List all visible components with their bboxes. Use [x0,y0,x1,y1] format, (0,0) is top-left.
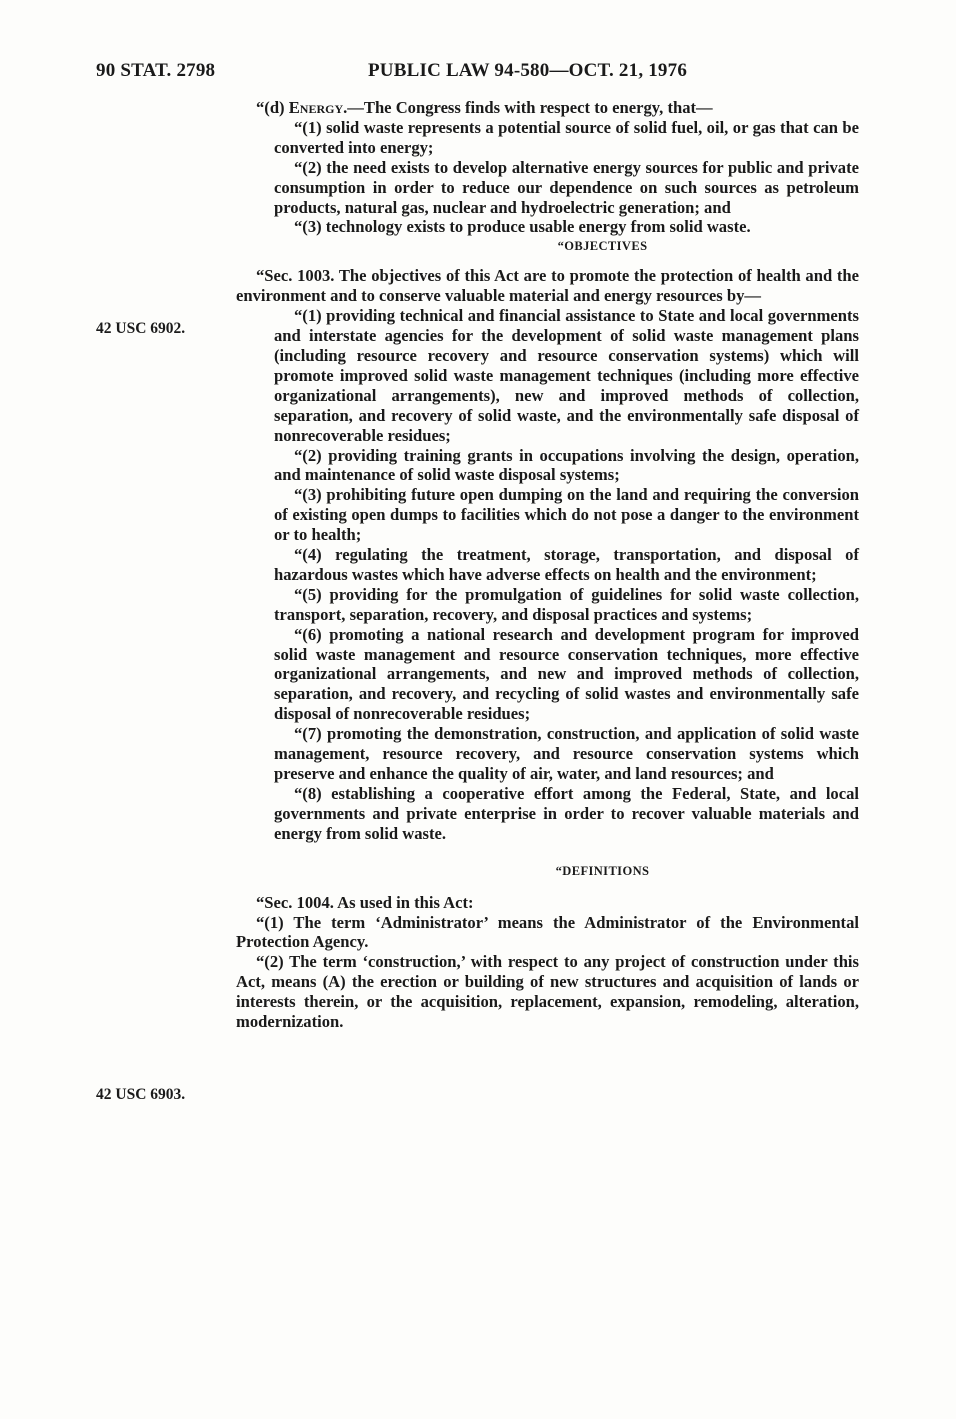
law-title: PUBLIC LAW 94-580—OCT. 21, 1976 [368,60,688,81]
energy-item: “(1) solid waste represents a potential source of solid fuel, oil, or gas that can be converted into energy; [274,117,859,157]
energy-intro-rest: .—The Congress finds with respect to energy, that— [343,98,713,117]
energy-item: “(3) technology exists to produce usable energy from solid waste. [294,217,751,237]
objectives-heading: “OBJECTIVES [557,239,648,254]
definition-item: “(2) The term ‘construction,’ with respect to any project of construction under this Act, means (A) the erection or building of new structures and acquisition of lands or interests therein, or the acquisition, replacement, expansion, remodeling, alteration, modernization. [236,952,859,1032]
energy-intro [236,98,859,118]
objective-item: “(5) providing for the promulgation of guidelines for solid waste collection, transport, separation, recovery, and disposal practices and systems; [274,584,859,624]
energy-item: “(2) the need exists to develop alternative energy sources for public and private consumption in order to reduce our dependence on such sources as petroleum products, natural gas, nuclear and hydroelectric generation; and [274,157,859,217]
objective-item: “(8) establishing a cooperative effort among the Federal, State, and local governments and private enterprise in order to recover valuable materials and energy from solid waste. [274,783,859,843]
objective-item: “(1) providing technical and financial assistance to State and local governments and interstate agencies for the development of solid waste management plans (including resource recovery and resource conservation systems) which will promote improved solid waste management techniques (including more effective organizational arrangements), new and improved methods of collection, separation, and recovery of solid waste, and the environmentally safe disposal of nonrecoverable residues; [274,306,859,445]
stat-citation: 90 STAT. 2798 [96,60,216,81]
energy-intro-prefix: “(d) [256,98,289,117]
margin-note-usc-6902: 42 USC 6902. [96,320,186,337]
document-body [236,98,859,1032]
objective-item: “(4) regulating the treatment, storage, transportation, and disposal of hazardous wastes which have adverse effects on health and the environment; [274,545,859,584]
section-1004-intro: “Sec. 1004. As used in this Act: [256,892,474,912]
definition-item: “(1) The term ‘Administrator’ means the Administrator of the Environmental Protection Agency. [236,912,859,952]
margin-note-usc-6903: 42 USC 6903. [96,1086,186,1103]
definitions-heading: “DEFINITIONS [555,863,650,878]
page-header [96,60,876,84]
objective-item: “(6) promoting a national research and development program for improved solid waste management and resource conservation techniques, more effective organizational arrangements, and new and improved methods of collection, separation, and recovery, and recycling of solid wastes and environmentally safe disposal of nonrecoverable residues; [274,624,859,724]
energy-label: Energy [288,98,344,117]
objective-item: “(3) prohibiting future open dumping on the land and requiring the conversion of existing open dumps to facilities which do not pose a danger to the environment or to health; [274,485,859,545]
objective-item: “(7) promoting the demonstration, construction, and application of solid waste management, resource recovery, and resource conservation systems which preserve and enhance the quality of air, water, and land resources; and [274,724,859,783]
objective-item: “(2) providing training grants in occupations involving the design, operation, and maintenance of solid waste disposal systems; [274,445,859,485]
section-1003-intro: “Sec. 1003. The objectives of this Act are to promote the protection of health and the environment and to conserve valuable material and energy resources by— [236,266,859,306]
